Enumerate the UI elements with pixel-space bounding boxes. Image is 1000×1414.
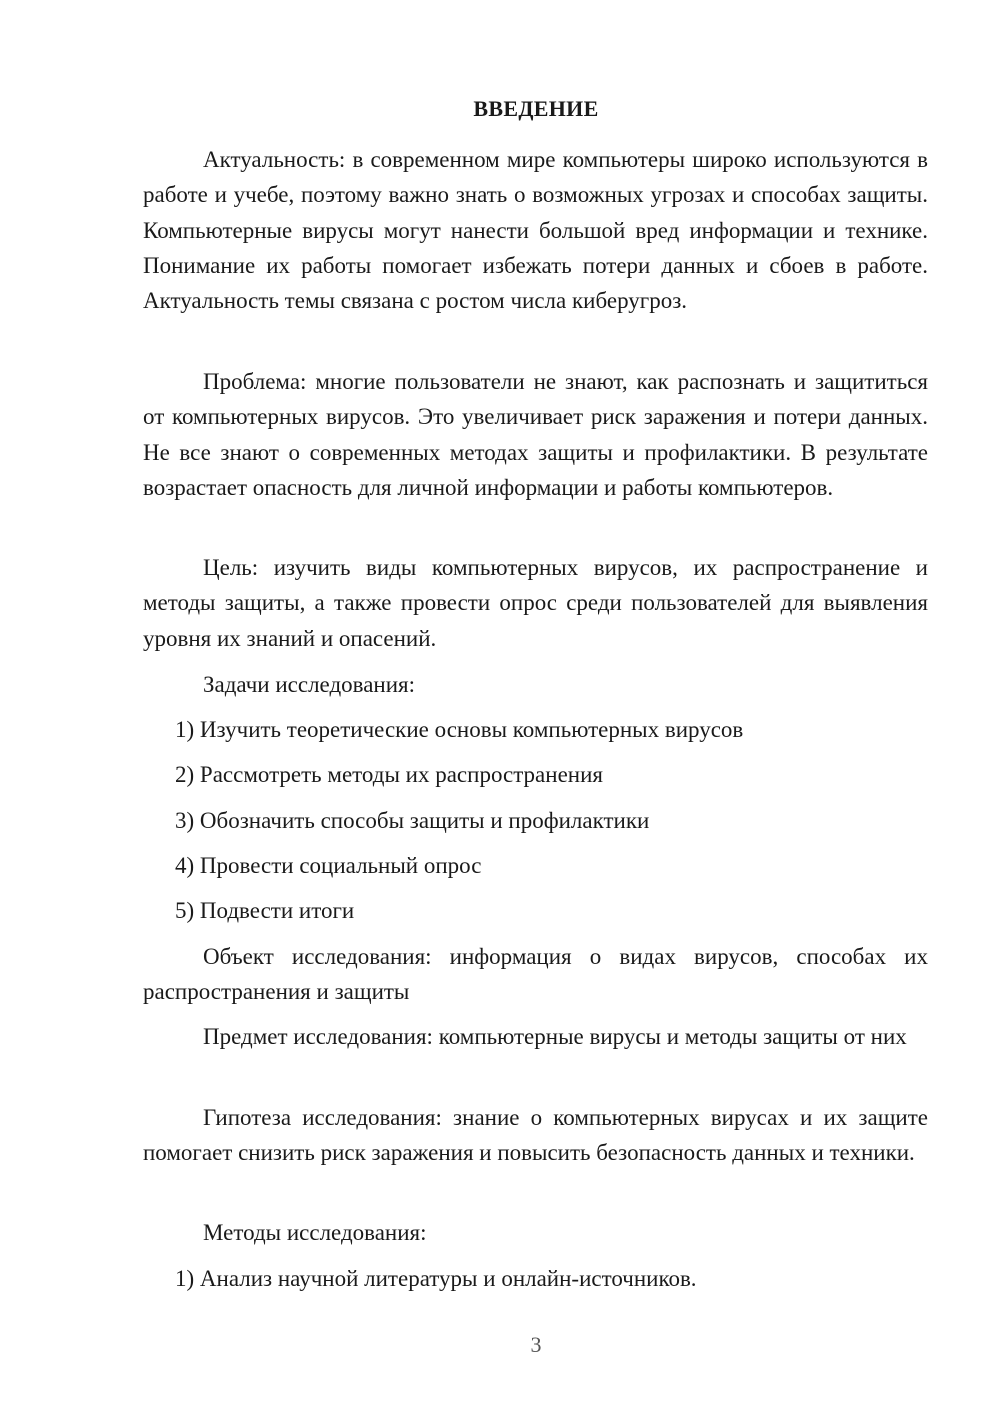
- page-title: ВВЕДЕНИЕ: [473, 96, 599, 121]
- task-item: 3) Обозначить способы защиты и профилактики: [175, 808, 650, 833]
- page-number: 3: [530, 1332, 542, 1357]
- task-item: 4) Провести социальный опрос: [175, 853, 482, 878]
- task-item: 2) Рассмотреть методы их распространения: [175, 762, 603, 787]
- problem-paragraph: Проблема: многие пользователи не знают, как распознать и защититься от компьютерных вирусов. Это увеличивает риск заражения и потери данных. Не все знают о современных методах защиты и профилактики. В результате возрастает опасность для личной информации и работы компьютеров.: [143, 369, 928, 500]
- task-item: 1) Изучить теоретические основы компьютерных вирусов: [175, 717, 744, 742]
- object-paragraph: Объект исследования: информация о видах вирусов, способах их распространения и защиты: [143, 944, 928, 1005]
- subject-paragraph: Предмет исследования: компьютерные вирусы и методы защиты от них: [203, 1024, 907, 1049]
- task-item: 5) Подвести итоги: [175, 898, 355, 923]
- tasks-heading: Задачи исследования:: [203, 672, 416, 697]
- method-item: 1) Анализ научной литературы и онлайн-источников.: [175, 1266, 697, 1291]
- goal-paragraph: Цель: изучить виды компьютерных вирусов, их распространение и методы защиты, а также провести опрос среди пользователей для выявления уровня их знаний и опасений.: [143, 555, 928, 651]
- methods-heading: Методы исследования:: [203, 1220, 427, 1245]
- hypothesis-paragraph: Гипотеза исследования: знание о компьютерных вирусах и их защите помогает снизить риск заражения и повысить безопасность данных и техники.: [143, 1105, 928, 1166]
- relevance-paragraph: Актуальность: в современном мире компьютеры широко используются в работе и учебе, поэтому важно знать о возможных угрозах и способах защиты. Компьютерные вирусы могут нанести большой вред информации и технике. Понимание их работы помогает избежать потери данных и сбоев в работе. Актуальность темы связана с ростом числа киберугроз.: [143, 147, 928, 314]
